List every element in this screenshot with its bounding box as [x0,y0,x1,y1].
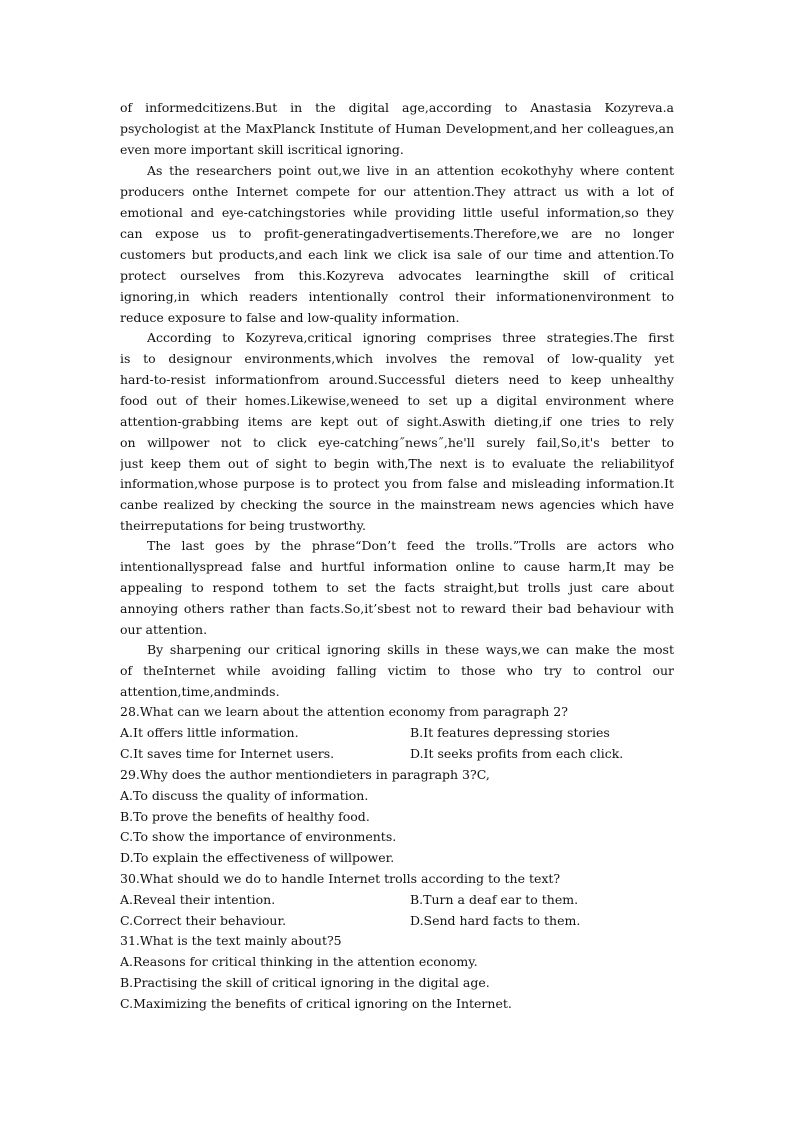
answer-option-b: B.To prove the benefits of healthy food. [120,809,370,824]
answer-option-c: C.To show the importance of environments. [120,829,397,844]
passage-line: hard-to-resist informationfrom around.Successful dieters need to keep unhealthy [120,372,674,387]
answer-option-a: A.It offers little information. [120,725,299,740]
passage-line: As the researchers point out,we live in an attention ecokothyhy where content [147,163,674,178]
answer-option-d: D.Send hard facts to them. [410,913,581,928]
answer-option-a: A.To discuss the quality of information. [120,788,369,803]
passage-line: canbe realized by checking the source in the mainstream news agencies which have [120,497,674,512]
passage-line: attention,time,andminds. [120,684,280,699]
question-stem: 31.What is the text mainly about?5 [120,933,342,948]
passage-line: customers but products,and each link we click isa sale of our time and attention.To [120,247,674,262]
passage-line: producers onthe Internet compete for our attention.They attract us with a lot of [120,184,674,199]
passage-line: our attention. [120,622,208,637]
passage-line: just keep them out of sight to begin with,The next is to evaluate the reliabilityof [120,456,674,471]
answer-option-b: B.Turn a deaf ear to them. [410,892,579,907]
question-stem: 30.What should we do to handle Internet trolls according to the text? [120,871,561,886]
answer-option-a: A.Reveal their intention. [120,892,276,907]
answer-option-a: A.Reasons for critical thinking in the attention economy. [120,954,478,969]
passage-line: reduce exposure to false and low-quality information. [120,310,460,325]
passage-line: information,whose purpose is to protect you from false and misleading information.It [120,476,674,491]
passage-line: even more important skill iscritical ignoring. [120,142,404,157]
passage-line: appealing to respond tothem to set the facts straight,but trolls just care about [120,580,674,595]
passage-line: protect ourselves from this.Kozyreva advocates learningthe skill of critical [120,268,674,283]
answer-option-d: D.To explain the effectiveness of willpower. [120,850,395,865]
question-stem: 29.Why does the author mentiondieters in paragraph 3?C, [120,767,490,782]
answer-option-b: B.Practising the skill of critical ignoring in the digital age. [120,975,490,990]
passage-line: ignoring,in which readers intentionally control their informationenvironment to [120,289,674,304]
answer-option-c: C.It saves time for Internet users. [120,746,335,761]
passage-line: food out of their homes.Likewise,weneed to set up a digital environment where [120,393,674,408]
passage-line: annoying others rather than facts.So,it’sbest not to reward their bad behaviour with [120,601,674,616]
passage-line: psychologist at the MaxPlanck Institute of Human Development,and her colleagues,an [120,121,674,136]
answer-option-c: C.Maximizing the benefits of critical ignoring on the Internet. [120,996,512,1011]
passage-line: attention-grabbing items are kept out of sight.Aswith dieting,if one tries to rely [120,414,674,429]
passage-line: of theInternet while avoiding falling victim to those who try to control our [120,663,674,678]
answer-option-c: C.Correct their behaviour. [120,913,287,928]
passage-line: on willpower not to click eye-catching˝news˝,he'll surely fail,So,it's better to [120,435,674,450]
passage-line: By sharpening our critical ignoring skills in these ways,we can make the most [147,642,674,657]
passage-line: is to designour environments,which involves the removal of low-quality yet [120,351,674,366]
passage-line: can expose us to profit-generatingadvertisements.Therefore,we are no longer [120,226,674,241]
passage-line: According to Kozyreva,critical ignoring comprises three strategies.The first [147,330,674,345]
passage-line: emotional and eye-catchingstories while providing little useful information,so they [120,205,674,220]
passage-line: intentionallyspread false and hurtful information online to cause harm,It may be [120,559,674,574]
answer-option-d: D.It seeks profits from each click. [410,746,624,761]
passage-line: of informedcitizens.But in the digital age,according to Anastasia Kozyreva.a [120,100,674,115]
answer-option-b: B.It features depressing stories [410,725,610,740]
question-stem: 28.What can we learn about the attention economy from paragraph 2? [120,704,568,719]
passage-line: theirreputations for being trustworthy. [120,518,366,533]
passage-line: The last goes by the phrase“Don’t feed the trolls.”Trolls are actors who [147,538,674,553]
